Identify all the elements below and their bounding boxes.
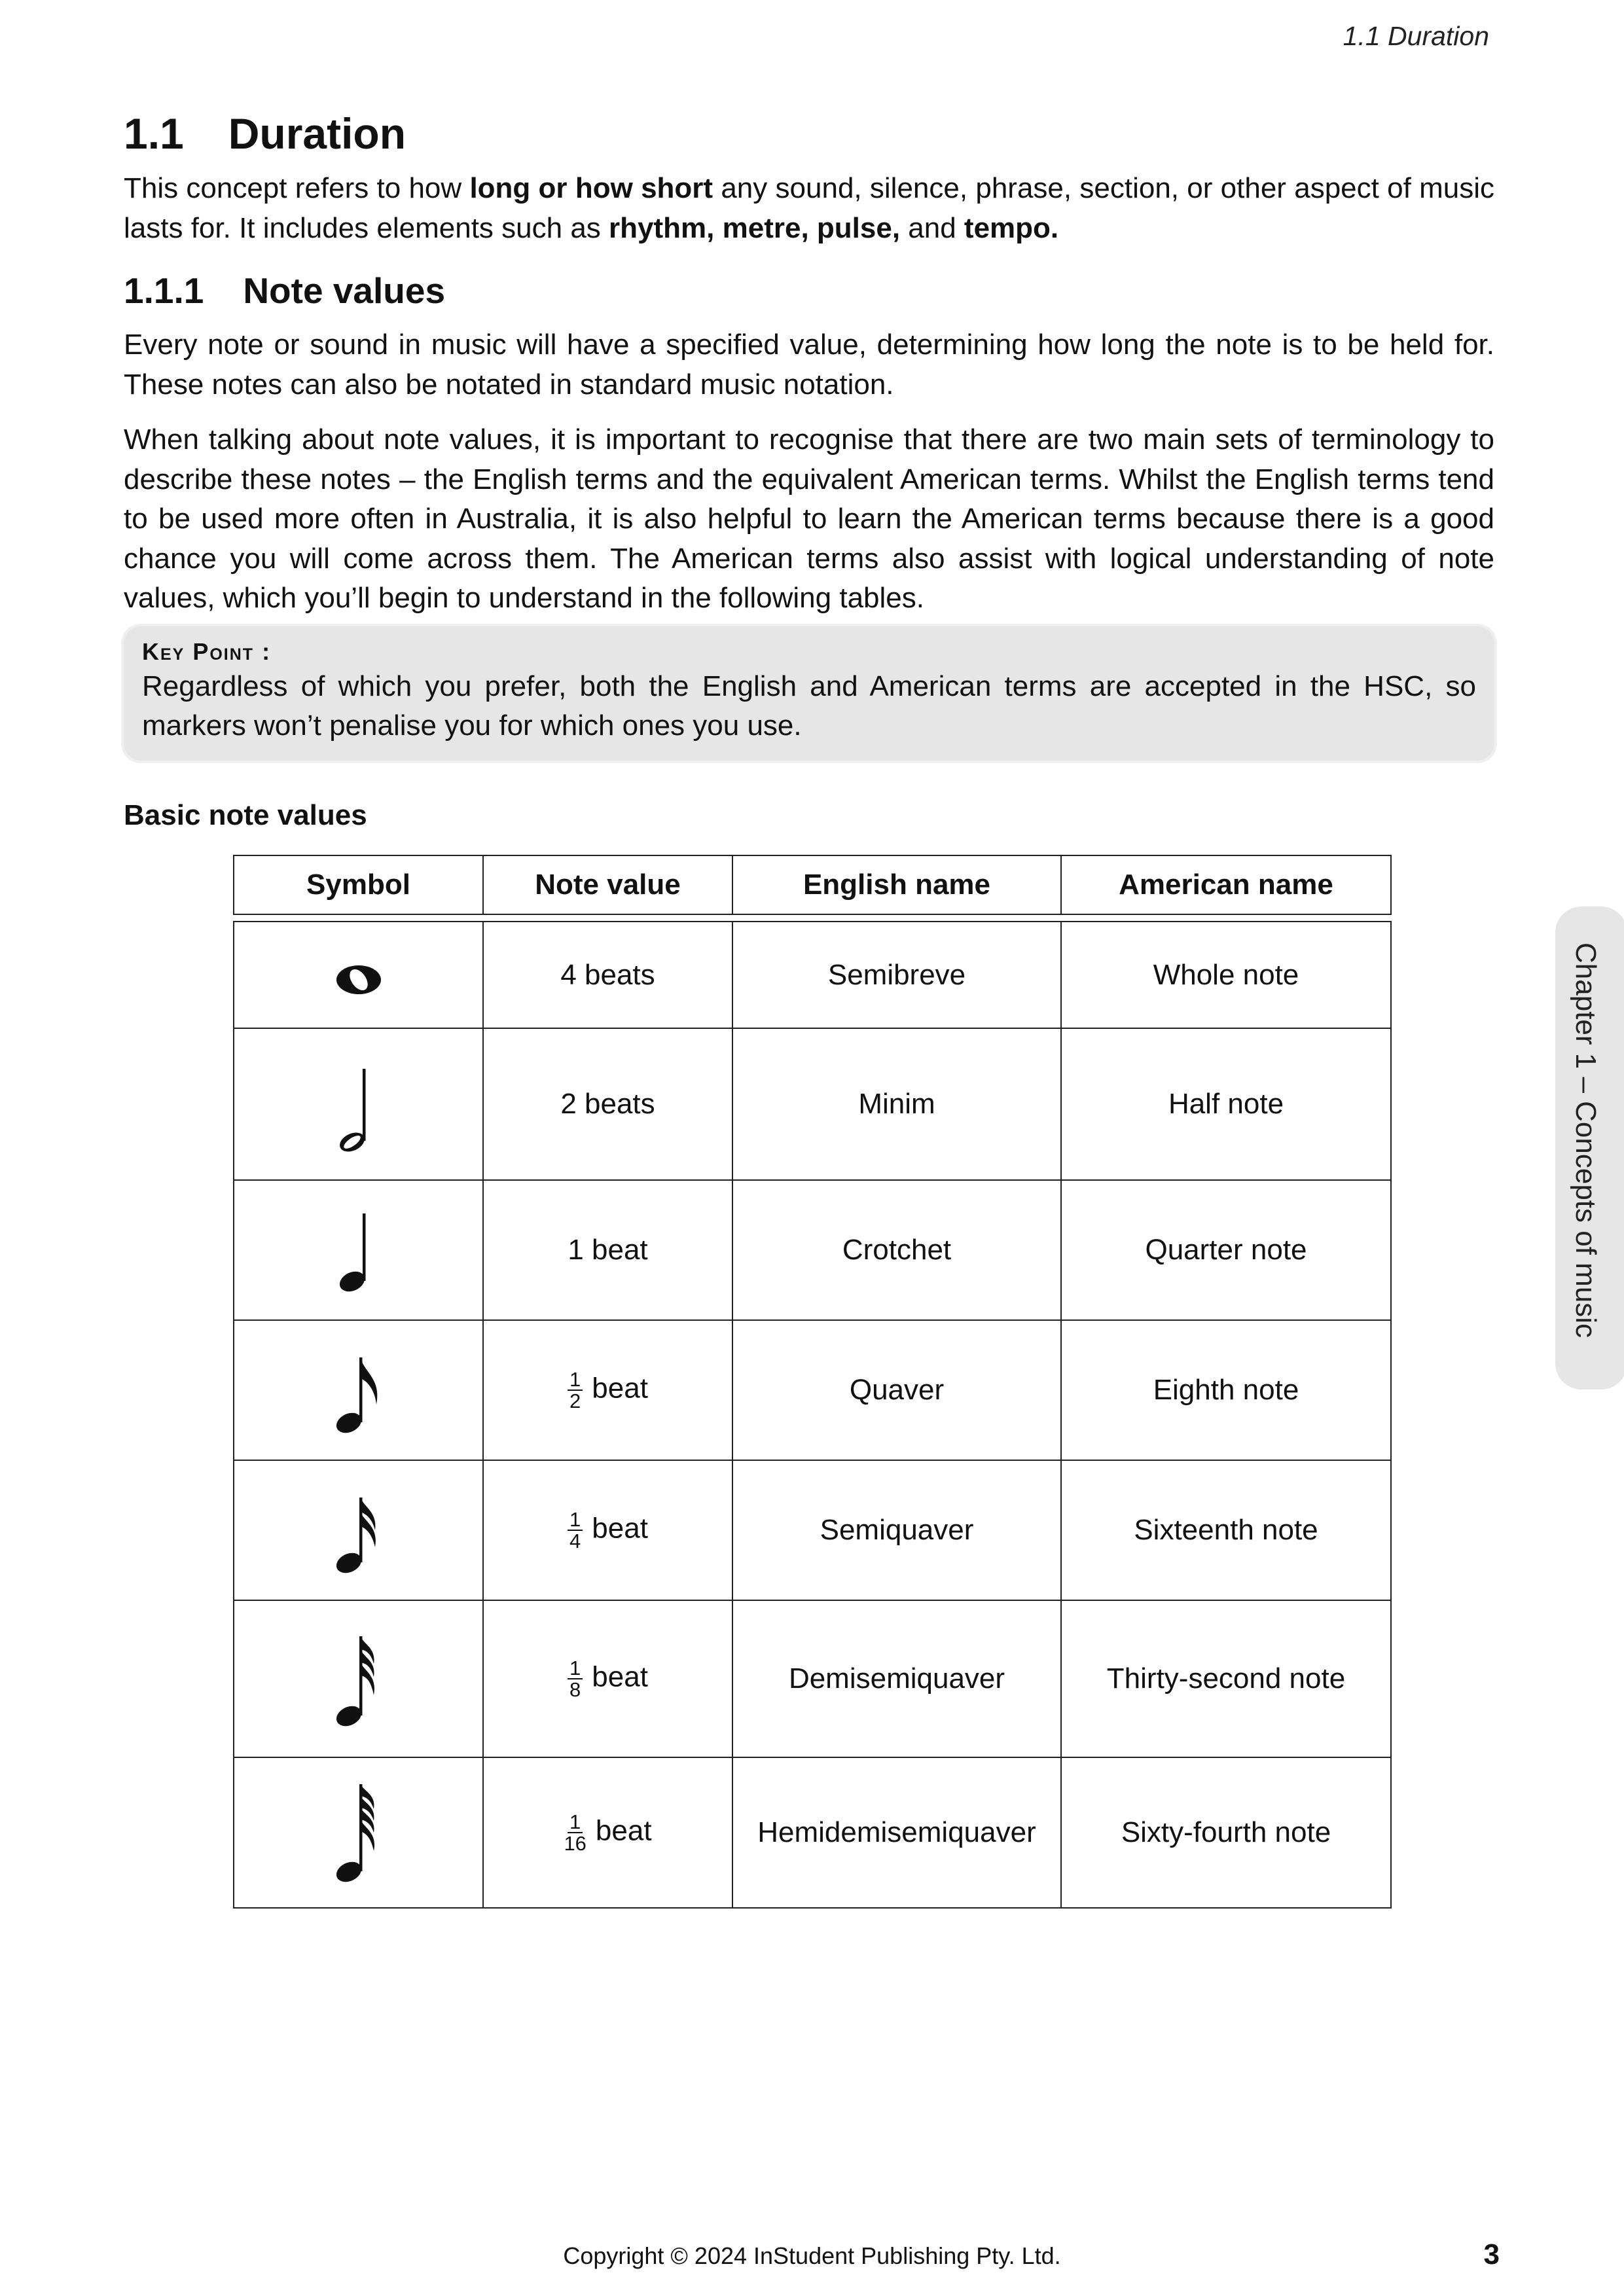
beat-unit: beat <box>595 1814 652 1847</box>
header-american-name: American name <box>1061 855 1391 914</box>
subsection-title: Note values <box>243 270 446 311</box>
table-row <box>234 1460 1391 1600</box>
american-name-cell: Sixteenth note <box>1061 1460 1391 1600</box>
thirty-second-note-icon <box>329 1632 388 1731</box>
note-value-cell: 4 beats <box>483 922 732 1028</box>
symbol-cell <box>234 1180 483 1320</box>
copyright-footer: Copyright © 2024 InStudent Publishing Pty. Ltd. <box>563 2242 1061 2269</box>
table-caption: Basic note values <box>124 798 367 831</box>
note-values-table <box>233 921 1392 1909</box>
half-note-icon <box>333 1065 385 1157</box>
american-name-cell: Half note <box>1061 1028 1391 1180</box>
note-value-cell <box>483 1460 732 1600</box>
fraction-denominator: 2 <box>569 1390 581 1412</box>
running-head: 1.1 Duration <box>1343 21 1489 51</box>
sixteenth-note-icon <box>329 1492 388 1577</box>
table-row <box>234 1757 1391 1908</box>
intro-bold-2: rhythm, metre, pulse, <box>609 211 901 244</box>
sixty-fourth-note-icon <box>329 1782 388 1886</box>
beat-unit: beat <box>592 1512 648 1545</box>
header-symbol: Symbol <box>234 855 483 914</box>
key-point-text: Regardless of which you prefer, both the English and American terms are accepted in the HSC, so markers won’t penalise you for which ones you use. <box>142 670 1476 742</box>
note-values-table-header <box>233 855 1392 915</box>
american-name-cell: Thirty-second note <box>1061 1600 1391 1757</box>
fraction <box>564 1812 586 1854</box>
chapter-title: Chapter 1 – Concepts of music <box>1570 942 1602 1338</box>
symbol-cell <box>234 922 483 1028</box>
symbol-cell <box>234 1460 483 1600</box>
intro-text-3: and <box>900 211 964 244</box>
fraction-denominator: 4 <box>569 1530 581 1552</box>
fraction <box>568 1658 583 1700</box>
english-name-cell: Hemidemisemiquaver <box>732 1757 1061 1908</box>
english-name-cell: Quaver <box>732 1320 1061 1460</box>
section-title: Duration <box>228 109 406 158</box>
header-english-name: English name <box>732 855 1061 914</box>
key-point-box <box>124 626 1494 761</box>
section-number: 1.1 <box>124 109 184 158</box>
symbol-cell <box>234 1757 483 1908</box>
header-note-value: Note value <box>483 855 732 914</box>
table-row <box>234 1028 1391 1180</box>
note-value-cell <box>483 1320 732 1460</box>
english-name-cell: Crotchet <box>732 1180 1061 1320</box>
intro-paragraph <box>124 169 1494 248</box>
fraction <box>568 1509 583 1551</box>
quarter-note-icon <box>333 1211 385 1296</box>
symbol-cell <box>234 1600 483 1757</box>
paragraph-terminology: When talking about note values, it is important to recognise that there are two main sets of terminology to describe these notes – the English terms and the equivalent American terms. Whilst the English terms tend to be used more often in Australia, it is also helpful to learn the American terms because there is a good chance you will come across them. The American terms also assist with logical understanding of note values, which you’ll begin to understand in the following tables. <box>124 423 1494 614</box>
english-name-cell: Semiquaver <box>732 1460 1061 1600</box>
table-row <box>234 1320 1391 1460</box>
fraction-numerator: 1 <box>568 1369 583 1391</box>
note-value-cell <box>483 1600 732 1757</box>
symbol-cell <box>234 1028 483 1180</box>
note-value-cell <box>483 1757 732 1908</box>
page-number: 3 <box>1483 2238 1500 2270</box>
english-name-cell: Minim <box>732 1028 1061 1180</box>
english-name-cell: Semibreve <box>732 922 1061 1028</box>
symbol-cell <box>234 1320 483 1460</box>
beat-unit: beat <box>592 1660 648 1693</box>
note-value-cell: 2 beats <box>483 1028 732 1180</box>
subsection-heading <box>124 266 1494 315</box>
intro-bold-3: tempo. <box>964 211 1059 244</box>
key-point-label: Key Point : <box>142 637 272 665</box>
main-content <box>124 105 1494 835</box>
paragraph-note-values: Every note or sound in music will have a specified value, determining how long the note is to be held for. These notes can also be notated in standard music notation. <box>124 329 1494 401</box>
eighth-note-icon <box>329 1352 388 1437</box>
american-name-cell: Quarter note <box>1061 1180 1391 1320</box>
american-name-cell: Sixty-fourth note <box>1061 1757 1391 1908</box>
intro-text-1: This concept refers to how <box>124 172 470 204</box>
intro-bold-1: long or how short <box>469 172 713 204</box>
note-value-cell: 1 beat <box>483 1180 732 1320</box>
fraction <box>568 1369 583 1411</box>
fraction-numerator: 1 <box>568 1658 583 1679</box>
intro-text-2: any sound, silence, phrase, section, or other aspect of music lasts for. It includes elements such as <box>124 172 1494 244</box>
fraction-numerator: 1 <box>568 1509 583 1531</box>
table-row <box>234 922 1391 1028</box>
whole-note-icon <box>333 960 385 999</box>
fraction-denominator: 8 <box>569 1678 581 1701</box>
table-row <box>234 1600 1391 1757</box>
american-name-cell: Eighth note <box>1061 1320 1391 1460</box>
english-name-cell: Demisemiquaver <box>732 1600 1061 1757</box>
table-row <box>234 1180 1391 1320</box>
american-name-cell: Whole note <box>1061 922 1391 1028</box>
section-heading <box>124 105 1494 162</box>
fraction-numerator: 1 <box>568 1812 583 1833</box>
beat-unit: beat <box>592 1372 648 1405</box>
fraction-denominator: 16 <box>564 1832 586 1855</box>
subsection-number: 1.1.1 <box>124 270 204 311</box>
